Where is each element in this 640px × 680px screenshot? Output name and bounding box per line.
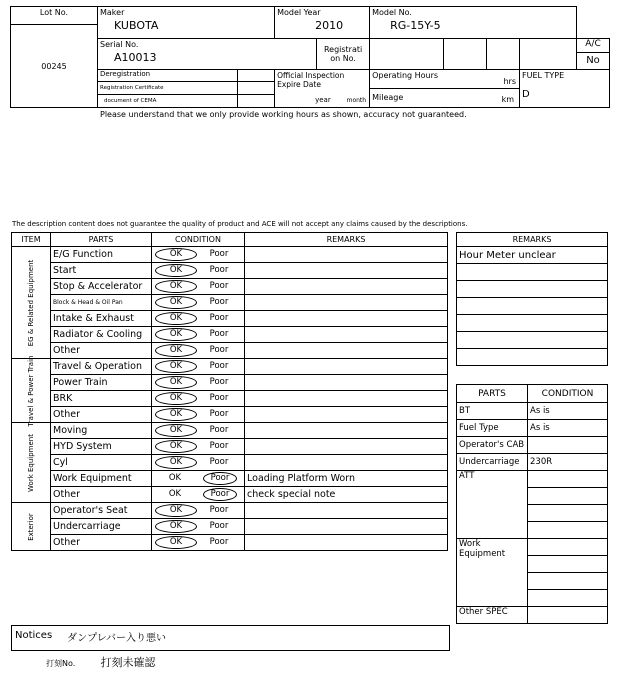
description-disclaimer: The description content does not guarantee the quality of product and ACE will not accept any claims caused by the descriptions. (12, 220, 468, 228)
hours-unit: hrs (503, 76, 516, 86)
part-name: Other (51, 535, 152, 551)
att-label-value (528, 505, 608, 522)
poor-option: Poor (209, 457, 229, 467)
condition-row (12, 439, 448, 455)
maker-label: Maker (100, 8, 125, 17)
condition-cell (152, 391, 245, 407)
condition-row (12, 279, 448, 295)
col-remarks: REMARKS (245, 233, 448, 247)
condition-row (12, 391, 448, 407)
cema-label: document of CEMA (104, 97, 157, 104)
ok-option: OK (155, 424, 197, 437)
condition-row (12, 519, 448, 535)
remark-cell (245, 423, 448, 439)
part-name: Undercarriage (51, 519, 152, 535)
ac-value: No (586, 55, 600, 67)
condition-cell (152, 327, 245, 343)
model-label: Model No. (372, 8, 412, 17)
part-name: E/G Function (51, 247, 152, 263)
condition-row (12, 455, 448, 471)
remark-cell (245, 375, 448, 391)
remark-cell (245, 391, 448, 407)
fuel-label: FUEL TYPE (522, 70, 565, 80)
ok-option: OK (155, 408, 197, 421)
remark-cell: Loading Platform Worn (245, 471, 448, 487)
condition-cell (152, 503, 245, 519)
registration-extra-2 (487, 39, 520, 69)
month-unit: month (346, 97, 367, 104)
condition-row (12, 487, 448, 503)
ok-option: OK (155, 280, 197, 293)
poor-option: Poor (209, 297, 229, 307)
notices-text: ダンプレバー入り悪い (67, 633, 166, 644)
ac-label: A/C (577, 39, 609, 53)
att-label: ATT (457, 471, 528, 539)
year-cell (275, 7, 370, 39)
maker-cell (98, 7, 275, 39)
ok-option: OK (168, 489, 182, 499)
ok-option: OK (155, 312, 197, 325)
reg-cert-label: Registration Certificate (98, 82, 237, 95)
condition-cell (152, 439, 245, 455)
ok-option: OK (155, 248, 197, 261)
condition-cell (152, 471, 245, 487)
remark-cell (245, 327, 448, 343)
side-part-name: Fuel Type (457, 420, 528, 437)
part-name: Other (51, 487, 152, 503)
att-label-value (528, 471, 608, 488)
serial-value: A10013 (114, 51, 157, 65)
part-name: Operator's Seat (51, 503, 152, 519)
registration-value (370, 39, 444, 69)
ac-cell (577, 39, 610, 69)
side-remark-row (457, 264, 608, 281)
side-col-condition: CONDITION (528, 385, 608, 403)
serial-cell (98, 39, 317, 69)
condition-row (12, 343, 448, 359)
condition-cell (152, 519, 245, 535)
ok-option: OK (155, 440, 197, 453)
part-name: Power Train (51, 375, 152, 391)
part-name: Radiator & Cooling (51, 327, 152, 343)
condition-cell (152, 279, 245, 295)
part-name: Other (51, 343, 152, 359)
registration-extra-3 (520, 39, 577, 69)
condition-cell (152, 375, 245, 391)
notices-label: Notices (15, 630, 53, 641)
condition-row (12, 375, 448, 391)
ok-option: OK (155, 392, 197, 405)
poor-option: Poor (209, 409, 229, 419)
remark-cell (245, 295, 448, 311)
condition-row (12, 295, 448, 311)
work-equipment-label-value (528, 539, 608, 556)
poor-option: Poor (209, 377, 229, 387)
ok-option: OK (155, 296, 197, 309)
work-equipment-label-value (528, 556, 608, 573)
poor-option: Poor (209, 441, 229, 451)
remark-cell (245, 311, 448, 327)
other-spec-label: Other SPEC (457, 607, 528, 624)
side-part-name: BT (457, 403, 528, 420)
side-part-condition (528, 437, 608, 454)
remark-cell (245, 263, 448, 279)
poor-option: Poor (209, 505, 229, 515)
serial-label: Serial No. (100, 40, 139, 50)
side-remark-row (457, 315, 608, 332)
year-unit: year (315, 96, 331, 104)
side-remark-row (457, 298, 608, 315)
condition-row (12, 359, 448, 375)
remark-cell (245, 535, 448, 551)
side-remark-row (457, 332, 608, 349)
side-remark-row (457, 281, 608, 298)
condition-cell (152, 487, 245, 503)
poor-option: Poor (209, 537, 229, 547)
condition-cell (152, 343, 245, 359)
remark-cell: check special note (245, 487, 448, 503)
registration-label: Registrati on No. (317, 39, 370, 69)
poor-option: Poor (209, 425, 229, 435)
ok-option: OK (155, 344, 197, 357)
col-item: ITEM (12, 233, 51, 247)
item-group (12, 355, 51, 426)
poor-option: Poor (209, 521, 229, 531)
part-name: Travel & Operation (51, 359, 152, 375)
side-part-name: Operator's CAB (457, 437, 528, 454)
col-condition: CONDITION (152, 233, 245, 247)
ok-option: OK (155, 520, 197, 533)
hours-label: Operating Hours (372, 70, 439, 80)
inspection-label: Official Inspection Expire Date (277, 70, 345, 89)
remark-cell (245, 247, 448, 263)
condition-row (12, 407, 448, 423)
condition-row (12, 423, 448, 439)
remark-cell (245, 279, 448, 295)
vehicle-header-table (10, 6, 610, 108)
condition-row (12, 327, 448, 343)
other-spec-label-value (528, 607, 608, 624)
stamp-value: 打刻未確認 (100, 656, 156, 669)
inspection-cell (275, 69, 370, 107)
part-name: Cyl (51, 455, 152, 471)
stamp-info (46, 654, 155, 670)
condition-row (12, 311, 448, 327)
side-remarks-table (456, 232, 608, 366)
side-remarks-header: REMARKS (457, 233, 608, 247)
registration-extra-1 (444, 39, 487, 69)
part-name: Intake & Exhaust (51, 311, 152, 327)
dereg-label: Deregistration (98, 70, 237, 82)
model-value: RG-15Y-5 (390, 19, 441, 32)
poor-option: Poor (203, 472, 237, 485)
ok-option: OK (155, 376, 197, 389)
poor-option: Poor (209, 361, 229, 371)
dereg-cell (98, 69, 238, 107)
mileage-unit: km (501, 94, 514, 104)
mileage-label: Mileage (372, 92, 404, 102)
model-cell (370, 7, 577, 39)
ok-option: OK (155, 536, 197, 549)
col-parts: PARTS (51, 233, 152, 247)
ok-option: OK (155, 360, 197, 373)
item-group (12, 247, 51, 359)
item-group (12, 503, 51, 551)
item-group-label: Travel & Power Train (27, 355, 35, 426)
poor-option: Poor (209, 265, 229, 275)
condition-cell (152, 263, 245, 279)
year-value: 2010 (315, 19, 344, 32)
part-name: Start (51, 263, 152, 279)
poor-option: Poor (209, 313, 229, 323)
poor-option: Poor (209, 393, 229, 403)
condition-cell (152, 247, 245, 263)
condition-row (12, 247, 448, 263)
ok-option: OK (168, 473, 182, 483)
condition-cell (152, 535, 245, 551)
fuel-cell (520, 69, 610, 107)
hours-cell (370, 69, 520, 107)
work-equipment-label-value (528, 590, 608, 607)
work-equipment-label-value (528, 573, 608, 590)
condition-cell (152, 359, 245, 375)
side-part-condition: 230R (528, 454, 608, 471)
stamp-label: 打刻No. (46, 659, 76, 668)
side-remark-row: Hour Meter unclear (457, 247, 608, 264)
side-remark-row (457, 349, 608, 366)
poor-option: Poor (209, 281, 229, 291)
notices-box (11, 625, 450, 651)
poor-option: Poor (203, 488, 237, 501)
ok-option: OK (155, 504, 197, 517)
poor-option: Poor (209, 329, 229, 339)
condition-row (12, 471, 448, 487)
part-name: HYD System (51, 439, 152, 455)
att-label-value (528, 488, 608, 505)
item-group-label: Work Equipment (27, 433, 35, 492)
lot-label: Lot No. (11, 7, 98, 25)
poor-option: Poor (209, 345, 229, 355)
item-group-label: EG & Related Equipment (27, 259, 35, 346)
remark-cell (245, 503, 448, 519)
side-part-condition: As is (528, 403, 608, 420)
ok-option: OK (155, 456, 197, 469)
condition-cell (152, 311, 245, 327)
condition-cell (152, 455, 245, 471)
fuel-value: D (522, 88, 530, 100)
att-label-value (528, 522, 608, 539)
condition-table (11, 232, 448, 551)
dereg-value-cell (238, 69, 275, 107)
condition-table-header (12, 233, 448, 247)
year-label: Model Year (277, 8, 321, 17)
condition-row (12, 535, 448, 551)
condition-row (12, 263, 448, 279)
part-name: Block & Head & Oil Pan (51, 295, 152, 311)
work-equipment-label: Work Equipment (457, 539, 528, 607)
remark-cell (245, 407, 448, 423)
side-part-name: Undercarriage (457, 454, 528, 471)
remark-cell (245, 343, 448, 359)
ok-option: OK (155, 264, 197, 277)
condition-cell (152, 295, 245, 311)
condition-cell (152, 423, 245, 439)
part-name: Stop & Accelerator (51, 279, 152, 295)
condition-row (12, 503, 448, 519)
item-group-label: Exterior (27, 512, 35, 541)
poor-option: Poor (209, 249, 229, 259)
part-name: Moving (51, 423, 152, 439)
part-name: Other (51, 407, 152, 423)
side-col-parts: PARTS (457, 385, 528, 403)
remark-cell (245, 519, 448, 535)
part-name: BRK (51, 391, 152, 407)
remark-cell (245, 455, 448, 471)
maker-value: KUBOTA (114, 19, 159, 32)
part-name: Work Equipment (51, 471, 152, 487)
lot-number: 00245 (11, 25, 98, 108)
remark-cell (245, 359, 448, 375)
condition-cell (152, 407, 245, 423)
remark-cell (245, 439, 448, 455)
ok-option: OK (155, 328, 197, 341)
side-parts-table (456, 384, 608, 624)
hours-accuracy-note: Please understand that we only provide working hours as shown, accuracy not guaranteed. (100, 110, 467, 119)
side-part-condition: As is (528, 420, 608, 437)
item-group (12, 423, 51, 503)
